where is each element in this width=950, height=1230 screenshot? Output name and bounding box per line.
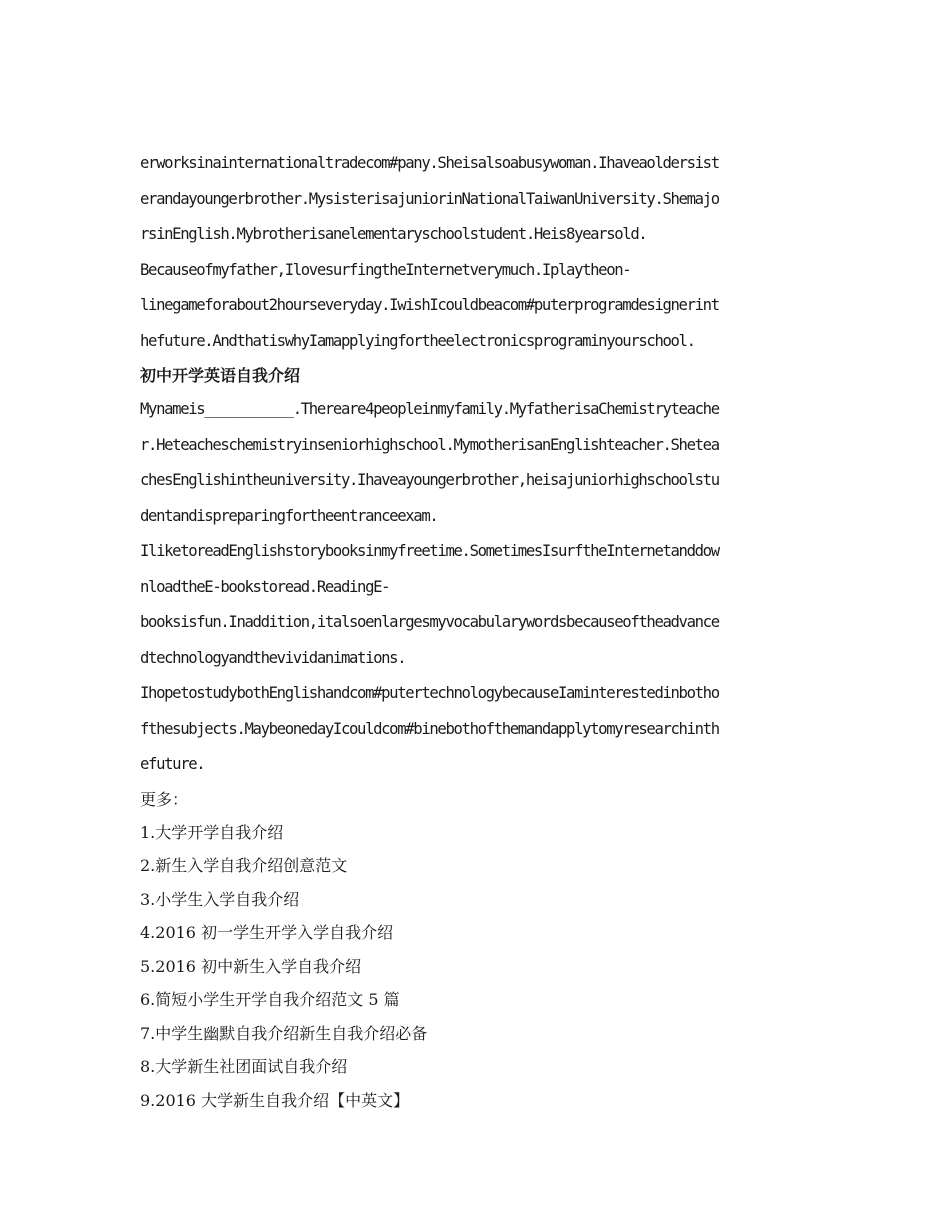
text-line: dtechnologyandthevividanimations.	[140, 648, 406, 667]
text-line: erworksinainternationaltradecom#pany.Sheisalsoabusywoman.Ihaveaoldersist	[140, 154, 719, 172]
text-line: chesEnglishintheuniversity.Ihaveayoungerbrother,heisajuniorhighschoolstu	[140, 471, 719, 489]
text-line: dentandispreparingfortheentranceexam.	[140, 506, 438, 525]
more-label: 更多：	[140, 789, 189, 809]
more-link-7[interactable]: 7.中学生幽默自我介绍新生自我介绍必备	[140, 1023, 428, 1043]
paragraph-family	[140, 392, 812, 534]
text-line: linegameforabout2hourseveryday.IwishIcouldbeacom#puterprogramdesignerint	[140, 296, 719, 314]
more-link-1[interactable]: 1.大学开学自我介绍	[140, 822, 284, 842]
text-line: nloadtheE-bookstoread.ReadingE-	[140, 577, 390, 596]
more-link-5[interactable]: 5.2016 初中新生入学自我介绍	[140, 956, 362, 976]
paragraph-hobby	[140, 253, 812, 360]
text-line: efuture.	[140, 755, 205, 773]
text-line: erandayoungerbrother.MysisterisajuniorinNationalTaiwanUniversity.Shemajo	[140, 189, 719, 208]
text-line: IliketoreadEnglishstorybooksinmyfreetime.SometimesIsurftheInternetanddow	[140, 542, 719, 560]
text-line: Becauseofmyfather,IlovesurfingtheInternetverymuch.Iplaytheon-	[140, 260, 631, 279]
paragraph-reading	[140, 534, 812, 676]
more-links-list	[140, 816, 812, 1118]
more-link-9[interactable]: 9.2016 大学新生自我介绍【中英文】	[140, 1090, 410, 1110]
text-line: fthesubjects.MaybeonedayIcouldcom#binebothofthemandapplytomyresearchinth	[140, 719, 719, 738]
text-line: hefuture.AndthatiswhyIamapplyingfortheelectronicsprograminyourschool.	[140, 331, 695, 350]
text-line: r.Heteacheschemistryinseniorhighschool.MymotherisanEnglishteacher.Shetea	[140, 435, 719, 454]
more-link-3[interactable]: 3.小学生入学自我介绍	[140, 889, 300, 909]
more-link-6[interactable]: 6.简短小学生开学自我介绍范文 5 篇	[140, 990, 400, 1009]
paragraph-goals	[140, 676, 812, 783]
document-page	[140, 146, 812, 1117]
more-link-8[interactable]: 8.大学新生社团面试自我介绍	[140, 1057, 348, 1076]
section-title: 初中开学英语自我介绍	[140, 366, 301, 385]
text-line: booksisfun.Inaddition,italsoenlargesmyvocabularywordsbecauseoftheadvance	[140, 613, 719, 631]
paragraph-family-intro	[140, 146, 812, 253]
text-line: Mynameis___________.Thereare4peopleinmyfamily.MyfatherisaChemistryteache	[140, 400, 719, 418]
more-link-4[interactable]: 4.2016 初一学生开学入学自我介绍	[140, 923, 394, 942]
text-line: rsinEnglish.Mybrotherisanelementaryschoolstudent.Heis8yearsold.	[140, 225, 647, 243]
text-line: IhopetostudybothEnglishandcom#putertechnologybecauseIaminterestedinbotho	[140, 684, 719, 702]
more-link-2[interactable]: 2.新生入学自我介绍创意范文	[140, 856, 348, 875]
